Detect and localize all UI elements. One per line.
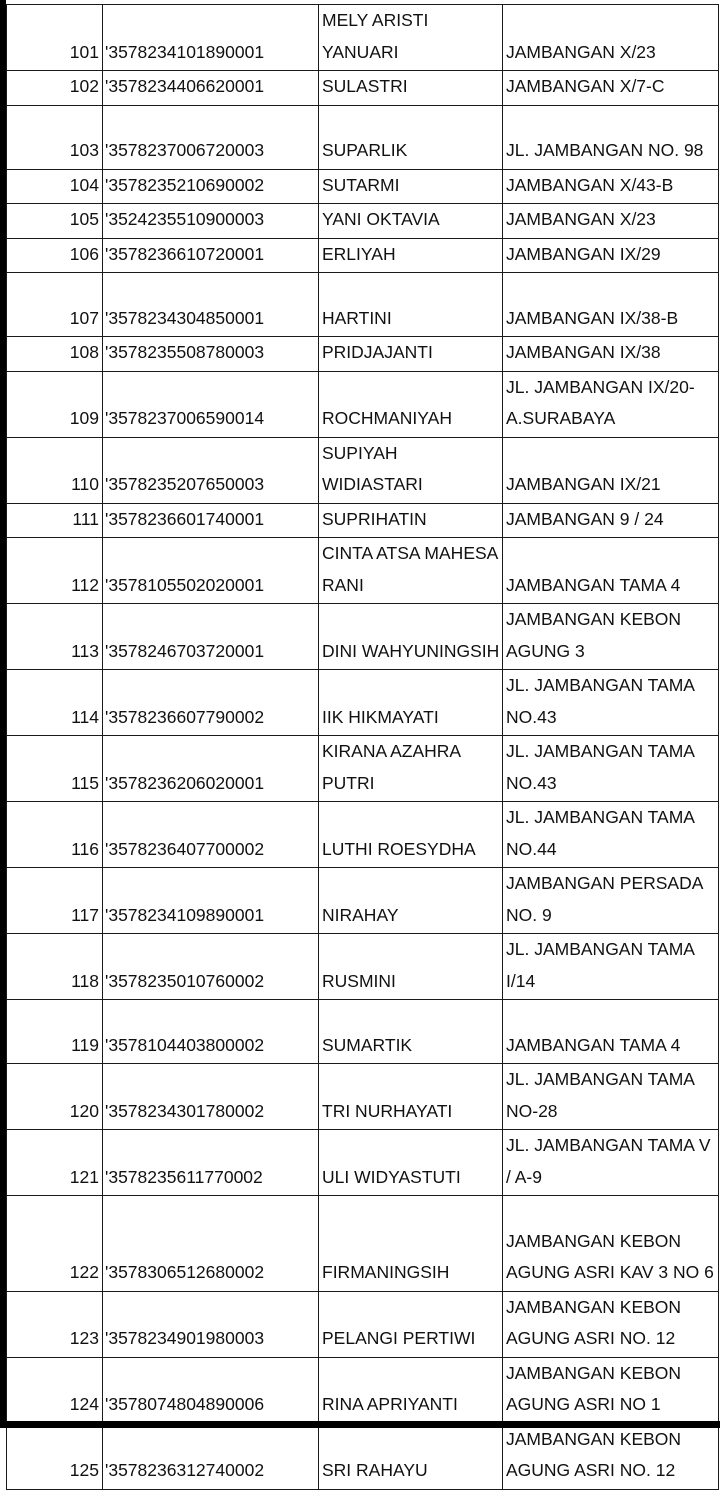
nik-cell[interactable]: '3578234901980003 <box>103 1291 319 1357</box>
table-row <box>7 371 719 437</box>
row-number-cell[interactable]: 120 <box>7 1064 103 1130</box>
address-cell[interactable]: JL. JAMBANGAN IX/20-A.SURABAYA <box>503 371 719 437</box>
address-cell[interactable]: JAMBANGAN X/23 <box>503 204 719 239</box>
nik-cell[interactable]: '3578237006720003 <box>103 105 319 169</box>
nik-cell[interactable]: '3524235510900003 <box>103 204 319 239</box>
address-cell[interactable]: JAMBANGAN X/23 <box>503 5 719 71</box>
table-row <box>7 105 719 169</box>
nik-cell[interactable]: '3578074804890006 <box>103 1357 319 1423</box>
name-cell[interactable]: SRI RAHAYU <box>319 1423 503 1489</box>
table-row <box>7 736 719 802</box>
table-row <box>7 169 719 204</box>
address-cell[interactable]: JAMBANGAN IX/29 <box>503 238 719 273</box>
address-cell[interactable]: JAMBANGAN KEBON AGUNG 3 <box>503 604 719 670</box>
row-number-cell[interactable]: 123 <box>7 1291 103 1357</box>
address-cell[interactable]: JL. JAMBANGAN NO. 98 <box>503 105 719 169</box>
address-cell[interactable]: JAMBANGAN TAMA 4 <box>503 538 719 604</box>
row-number-cell[interactable]: 121 <box>7 1130 103 1196</box>
nik-cell[interactable]: '3578104403800002 <box>103 1000 319 1064</box>
row-number-cell[interactable]: 106 <box>7 238 103 273</box>
name-cell[interactable]: RUSMINI <box>319 934 503 1000</box>
row-number-cell[interactable]: 107 <box>7 273 103 337</box>
name-cell[interactable]: PRIDJAJANTI <box>319 337 503 372</box>
nik-cell[interactable]: '3578234109890001 <box>103 868 319 934</box>
name-cell[interactable]: NIRAHAY <box>319 868 503 934</box>
nik-cell[interactable]: '3578236601740001 <box>103 503 319 538</box>
row-number-cell[interactable]: 124 <box>7 1357 103 1423</box>
nik-cell[interactable]: '3578234304850001 <box>103 273 319 337</box>
name-cell[interactable]: RINA APRIYANTI <box>319 1357 503 1423</box>
address-cell[interactable]: JAMBANGAN KEBON AGUNG ASRI NO 1 <box>503 1357 719 1423</box>
nik-cell[interactable]: '3578236206020001 <box>103 736 319 802</box>
nik-cell[interactable]: '3578235508780003 <box>103 337 319 372</box>
address-cell[interactable]: JL. JAMBANGAN TAMA NO.43 <box>503 736 719 802</box>
resident-table <box>6 4 719 1490</box>
name-cell[interactable]: SUTARMI <box>319 169 503 204</box>
name-cell[interactable]: FIRMANINGSIH <box>319 1196 503 1292</box>
table-row <box>7 1291 719 1357</box>
row-number-cell[interactable]: 118 <box>7 934 103 1000</box>
name-cell[interactable]: PELANGI PERTIWI <box>319 1291 503 1357</box>
row-number-cell[interactable]: 115 <box>7 736 103 802</box>
name-cell[interactable]: MELY ARISTI YANUARI <box>319 5 503 71</box>
row-number-cell[interactable]: 104 <box>7 169 103 204</box>
nik-cell[interactable]: '3578234301780002 <box>103 1064 319 1130</box>
nik-cell[interactable]: '3578237006590014 <box>103 371 319 437</box>
nik-cell[interactable]: '3578234406620001 <box>103 71 319 106</box>
table-row <box>7 273 719 337</box>
row-number-cell[interactable]: 109 <box>7 371 103 437</box>
table-row <box>7 5 719 71</box>
name-cell[interactable]: ROCHMANIYAH <box>319 371 503 437</box>
name-cell[interactable]: IIK HIKMAYATI <box>319 670 503 736</box>
table-row <box>7 1000 719 1064</box>
name-cell[interactable]: SULASTRI <box>319 71 503 106</box>
row-number-cell[interactable]: 108 <box>7 337 103 372</box>
table-row <box>7 868 719 934</box>
row-number-cell[interactable]: 110 <box>7 437 103 503</box>
table-row <box>7 934 719 1000</box>
name-cell[interactable]: HARTINI <box>319 273 503 337</box>
row-number-cell[interactable]: 114 <box>7 670 103 736</box>
nik-cell[interactable]: '3578105502020001 <box>103 538 319 604</box>
row-number-cell[interactable]: 103 <box>7 105 103 169</box>
nik-cell[interactable]: '3578236312740002 <box>103 1423 319 1489</box>
row-number-cell[interactable]: 105 <box>7 204 103 239</box>
table-row <box>7 1423 719 1489</box>
address-cell[interactable]: JAMBANGAN X/43-B <box>503 169 719 204</box>
table-row <box>7 538 719 604</box>
address-cell[interactable]: JL. JAMBANGAN TAMA I/14 <box>503 934 719 1000</box>
nik-cell[interactable]: '3578236610720001 <box>103 238 319 273</box>
name-cell[interactable]: LUTHI ROESYDHA <box>319 802 503 868</box>
address-cell[interactable]: JAMBANGAN IX/21 <box>503 437 719 503</box>
nik-cell[interactable]: '3578246703720001 <box>103 604 319 670</box>
nik-cell[interactable]: '3578306512680002 <box>103 1196 319 1292</box>
table-row <box>7 1357 719 1423</box>
name-cell[interactable]: SUPRIHATIN <box>319 503 503 538</box>
address-cell[interactable]: JAMBANGAN IX/38-B <box>503 273 719 337</box>
nik-cell[interactable]: '3578235010760002 <box>103 934 319 1000</box>
table-row <box>7 337 719 372</box>
screen-edge-bottom <box>0 1421 720 1428</box>
name-cell[interactable]: ULI WIDYASTUTI <box>319 1130 503 1196</box>
name-cell[interactable]: DINI WAHYUNINGSIH <box>319 604 503 670</box>
table-row <box>7 1130 719 1196</box>
row-number-cell[interactable]: 111 <box>7 503 103 538</box>
table-row <box>7 802 719 868</box>
address-cell[interactable]: JAMBANGAN 9 / 24 <box>503 503 719 538</box>
nik-cell[interactable]: '3578236407700002 <box>103 802 319 868</box>
name-cell[interactable]: KIRANA AZAHRA PUTRI <box>319 736 503 802</box>
row-number-cell[interactable]: 112 <box>7 538 103 604</box>
address-cell[interactable]: JL. JAMBANGAN TAMA NO.44 <box>503 802 719 868</box>
row-number-cell[interactable]: 102 <box>7 71 103 106</box>
nik-cell[interactable]: '3578235207650003 <box>103 437 319 503</box>
address-cell[interactable]: JL. JAMBANGAN TAMA NO-28 <box>503 1064 719 1130</box>
address-cell[interactable]: JL. JAMBANGAN TAMA NO.43 <box>503 670 719 736</box>
table-row <box>7 1064 719 1130</box>
address-cell[interactable]: JAMBANGAN TAMA 4 <box>503 1000 719 1064</box>
address-cell[interactable]: JAMBANGAN PERSADA NO. 9 <box>503 868 719 934</box>
table-row <box>7 204 719 239</box>
table-row <box>7 670 719 736</box>
address-cell[interactable]: JL. JAMBANGAN TAMA V / A-9 <box>503 1130 719 1196</box>
name-cell[interactable]: CINTA ATSA MAHESA RANI <box>319 538 503 604</box>
row-number-cell[interactable]: 122 <box>7 1196 103 1292</box>
address-cell[interactable]: JAMBANGAN IX/38 <box>503 337 719 372</box>
name-cell[interactable]: SUPIYAH WIDIASTARI <box>319 437 503 503</box>
name-cell[interactable]: ERLIYAH <box>319 238 503 273</box>
table-row <box>7 437 719 503</box>
nik-cell[interactable]: '3578235611770002 <box>103 1130 319 1196</box>
address-cell[interactable]: JAMBANGAN KEBON AGUNG ASRI KAV 3 NO 6 <box>503 1196 719 1292</box>
row-number-cell[interactable]: 113 <box>7 604 103 670</box>
nik-cell[interactable]: '3578234101890001 <box>103 5 319 71</box>
table-row <box>7 503 719 538</box>
name-cell[interactable]: SUMARTIK <box>319 1000 503 1064</box>
nik-cell[interactable]: '3578236607790002 <box>103 670 319 736</box>
row-number-cell[interactable]: 125 <box>7 1423 103 1489</box>
address-cell[interactable]: JAMBANGAN KEBON AGUNG ASRI NO. 12 <box>503 1423 719 1489</box>
name-cell[interactable]: YANI OKTAVIA <box>319 204 503 239</box>
row-number-cell[interactable]: 117 <box>7 868 103 934</box>
row-number-cell[interactable]: 116 <box>7 802 103 868</box>
address-cell[interactable]: JAMBANGAN X/7-C <box>503 71 719 106</box>
row-number-cell[interactable]: 101 <box>7 5 103 71</box>
row-number-cell[interactable]: 119 <box>7 1000 103 1064</box>
table-row <box>7 238 719 273</box>
nik-cell[interactable]: '3578235210690002 <box>103 169 319 204</box>
table-row <box>7 1196 719 1292</box>
table-body <box>7 5 719 1490</box>
name-cell[interactable]: TRI NURHAYATI <box>319 1064 503 1130</box>
table-row <box>7 71 719 106</box>
name-cell[interactable]: SUPARLIK <box>319 105 503 169</box>
table-row <box>7 604 719 670</box>
address-cell[interactable]: JAMBANGAN KEBON AGUNG ASRI NO. 12 <box>503 1291 719 1357</box>
